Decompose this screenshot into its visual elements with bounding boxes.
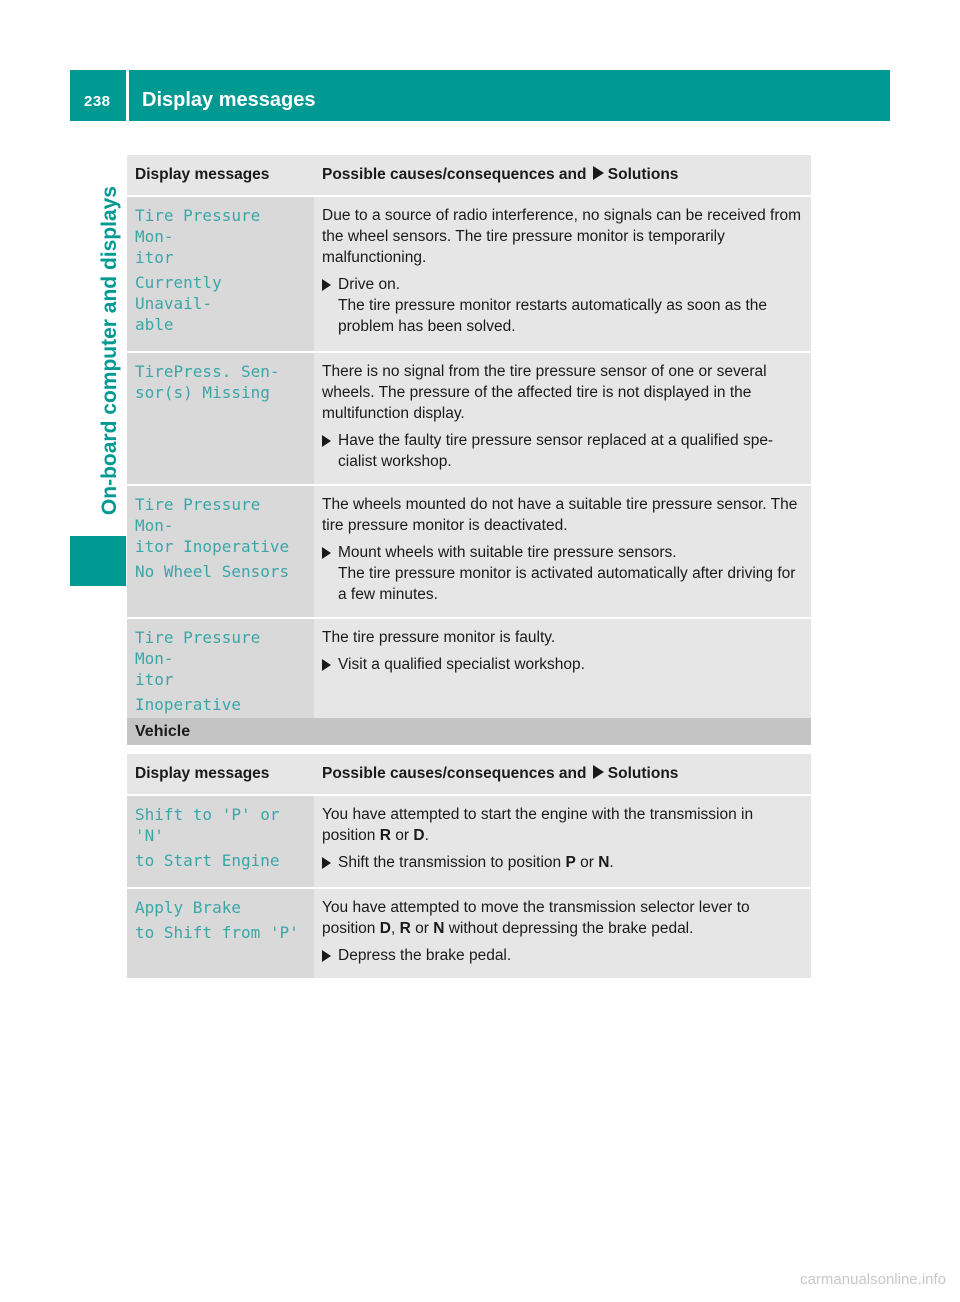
table-row [127,618,811,732]
solution-text: Drive on. [338,276,401,293]
display-message: Currently Unavail‐ able [135,273,222,334]
side-tab-label: On-board computer and displays [98,186,121,516]
display-message-cell [127,485,314,618]
cause-text: The tire pressure monitor is faulty. [322,629,556,646]
cause-text: The wheels mounted do not have a suitable tire pressure sensor. The tire pressure monitor is deactivated. [322,496,798,534]
cause-cell [314,352,811,485]
watermark: carmanualsonline.info [800,1271,946,1288]
table-row [127,888,811,979]
column-header-messages: Display messages [127,155,314,196]
table-row [127,795,811,888]
solution-step [322,945,803,966]
solution-text: Visit a qualified specialist workshop. [338,656,585,673]
table-header-row [127,754,811,795]
display-message: Tire Pressure Mon‐ itor Inoperative [135,495,290,556]
solution-text: Shift the transmission to position P or N. [338,854,614,871]
solution-text: Have the faulty tire pressure sensor replaced at a qualified spe‐ cialist workshop. [338,432,774,470]
display-message: No Wheel Sensors [135,562,290,581]
table-row [127,196,811,352]
solution-step [322,274,803,337]
cause-cell [314,795,811,888]
column-header-messages: Display messages [127,754,314,795]
arrow-right-icon [322,279,331,291]
page-title: Display messages [142,89,316,111]
display-message-cell [127,352,314,485]
table-row [127,352,811,485]
section-heading-vehicle [127,718,811,745]
column-header-causes-text: Possible causes/consequences and [322,765,587,782]
cause-cell [314,618,811,732]
display-message: Shift to 'P' or 'N' [135,805,290,845]
solution-text: Depress the brake pedal. [338,947,512,964]
solution-step [322,542,803,605]
arrow-right-icon [593,765,604,779]
display-message-cell [127,618,314,732]
column-header-causes-text: Possible causes/consequences and [322,166,587,183]
column-header-solutions-text: Solutions [607,166,679,183]
cause-cell [314,888,811,979]
cause-text: Due to a source of radio interference, no signals can be received from the wheel sensors. The tire pressure monitor is temporarily malfunctioning. [322,207,802,266]
arrow-right-icon [322,659,331,671]
display-message: to Shift from 'P' [135,923,299,942]
page-number: 238 [84,93,111,110]
display-message: Tire Pressure Mon‐ itor [135,206,261,267]
solution-step [322,430,803,472]
tire-pressure-table [127,155,811,733]
column-header-causes [314,155,811,196]
cause-text: You have attempted to move the transmission selector lever to position D, R or N without depressing the brake pedal. [322,899,750,937]
table-row [127,485,811,618]
arrow-right-icon [322,857,331,869]
display-message: TirePress. Sen‐ sor(s) Missing [135,362,280,402]
solution-note: The tire pressure monitor is activated automatically after driving for a few minutes. [338,565,796,603]
display-message: to Start Engine [135,851,280,870]
display-message-cell [127,795,314,888]
cause-cell [314,196,811,352]
table-header-row [127,155,811,196]
solution-text: Mount wheels with suitable tire pressure sensors. [338,544,677,561]
column-header-solutions-text: Solutions [607,765,679,782]
section-title: Vehicle [135,723,191,740]
display-message: Inoperative [135,695,241,714]
arrow-right-icon [593,166,604,180]
page-header [70,70,890,121]
cause-text: There is no signal from the tire pressure sensor of one or several wheels. The pressure of the affected tire is not displayed in the multifunction display. [322,363,767,422]
cause-text: You have attempted to start the engine with the transmission in position R or D. [322,806,754,844]
arrow-right-icon [322,547,331,559]
display-message-cell [127,888,314,979]
arrow-right-icon [322,950,331,962]
header-divider [126,70,129,121]
column-header-causes [314,754,811,795]
cause-cell [314,485,811,618]
side-tab [70,121,126,586]
display-message: Tire Pressure Mon‐ itor [135,628,261,689]
arrow-right-icon [322,435,331,447]
display-message: Apply Brake [135,898,241,917]
solution-note: The tire pressure monitor restarts automatically as soon as the problem has been solved. [338,297,768,335]
solution-step [322,654,803,675]
side-tab-marker [70,536,126,586]
display-message-cell [127,196,314,352]
solution-step [322,852,803,873]
vehicle-table [127,754,811,980]
